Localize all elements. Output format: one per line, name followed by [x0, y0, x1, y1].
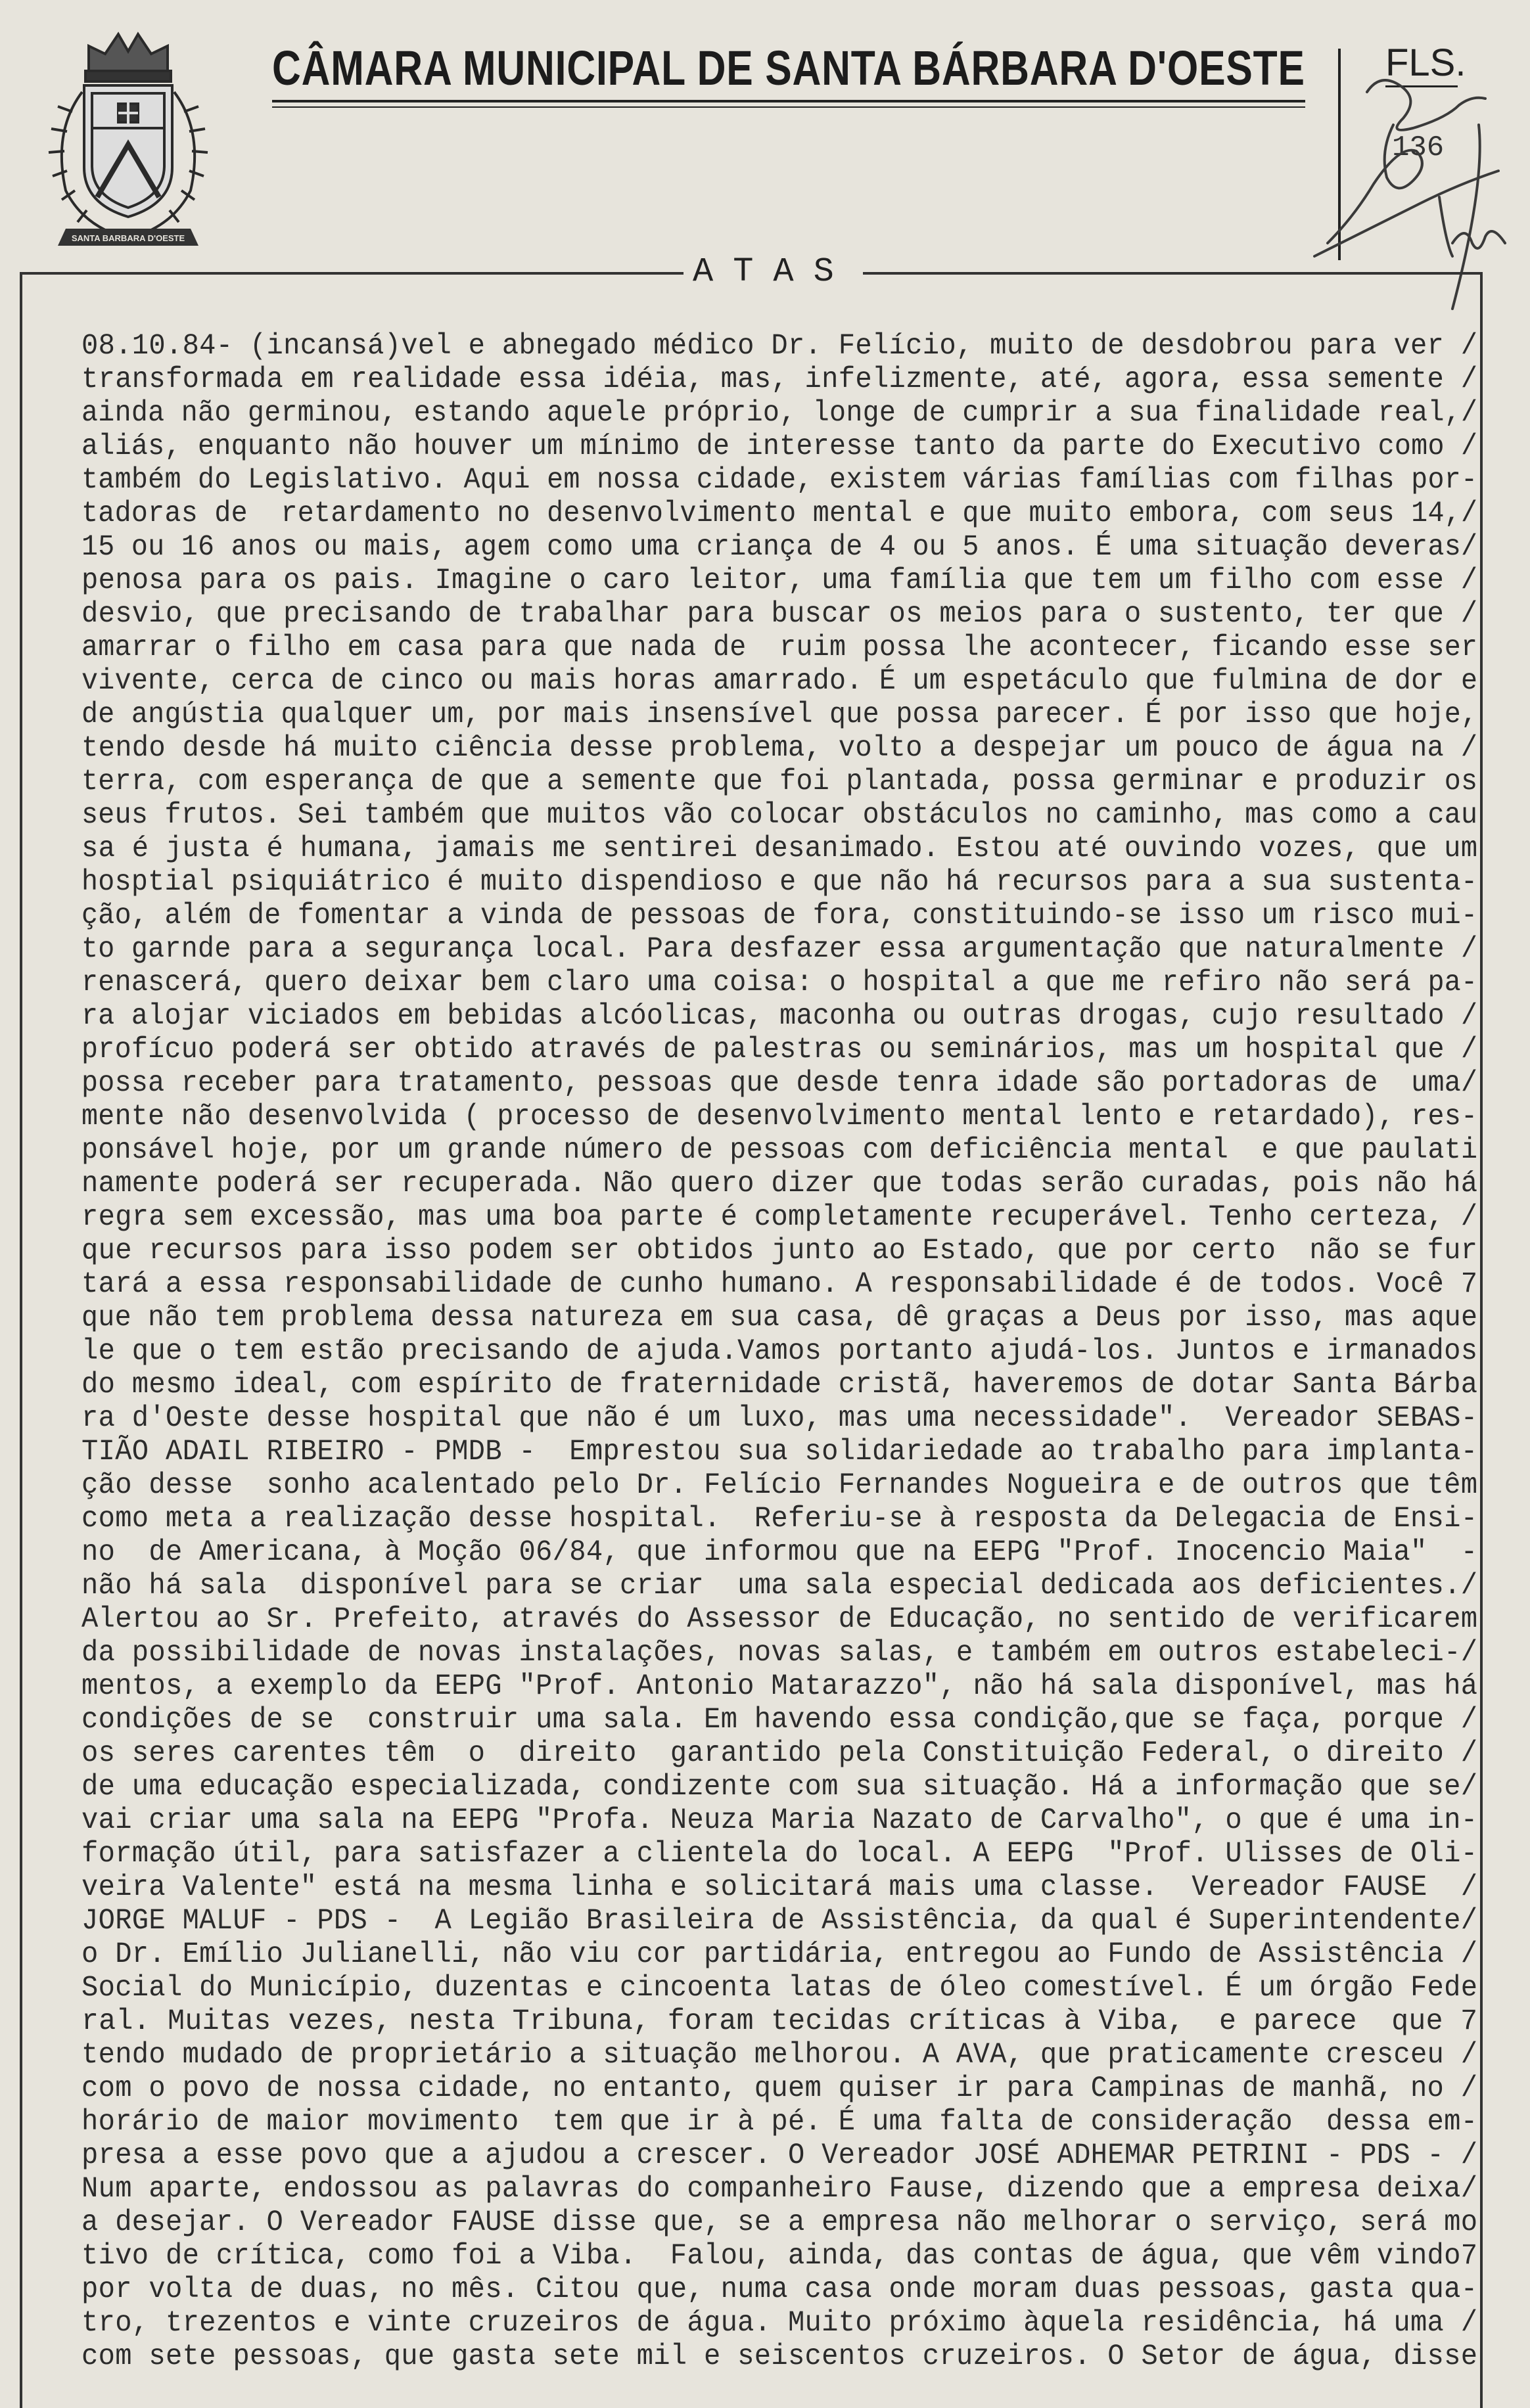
- minutes-line: da possibilidade de novas instalações, novas salas, e também em outros estabeleci-/: [81, 1637, 1478, 1670]
- minutes-line: que recursos para isso podem ser obtidos junto ao Estado, que por certo não se fur: [81, 1235, 1478, 1267]
- minutes-line: ra alojar viciados em bebidas alcóolicas, maconha ou outras drogas, cujo resultado /: [81, 1000, 1478, 1033]
- minutes-line: os seres carentes têm o direito garantido pela Constituição Federal, o direito /: [81, 1737, 1478, 1770]
- minutes-line: tará a essa responsabilidade de cunho humano. A responsabilidade é de todos. Você 7: [81, 1268, 1478, 1301]
- minutes-line: ra d'Oeste desse hospital que não é um luxo, mas uma necessidade". Vereador SEBAS-: [81, 1402, 1478, 1435]
- minutes-body: [81, 330, 1478, 2374]
- minutes-line: desvio, que precisando de trabalhar para buscar os meios para o sustento, ter que /: [81, 598, 1478, 631]
- minutes-line: veira Valente" está na mesma linha e solicitará mais uma classe. Vereador FAUSE /: [81, 1871, 1478, 1904]
- minutes-line: de angústia qualquer um, por mais insensível que possa parecer. É por isso que hoje,: [81, 698, 1478, 731]
- minutes-line: regra sem excessão, mas uma boa parte é completamente recuperável. Tenho certeza, /: [81, 1201, 1478, 1234]
- minutes-line: também do Legislativo. Aqui em nossa cidade, existem várias famílias com filhas por-: [81, 464, 1478, 497]
- minutes-line: que não tem problema dessa natureza em sua casa, dê graças a Deus por isso, mas aque: [81, 1302, 1478, 1334]
- minutes-line: horário de maior movimento tem que ir à pé. É uma falta de consideração dessa em-: [81, 2106, 1478, 2139]
- minutes-line: formação útil, para satisfazer a clientela do local. A EEPG "Prof. Ulisses de Oli-: [81, 1838, 1478, 1871]
- minutes-line: Num aparte, endossou as palavras do companheiro Fause, dizendo que a empresa deixa/: [81, 2173, 1478, 2206]
- minutes-line: aliás, enquanto não houver um mínimo de interesse tanto da parte do Executivo como /: [81, 430, 1478, 463]
- minutes-line: vivente, cerca de cinco ou mais horas amarrado. É um espetáculo que fulmina de dor e: [81, 665, 1478, 698]
- minutes-line: TIÃO ADAIL RIBEIRO - PMDB - Emprestou sua solidariedade ao trabalho para implanta-: [81, 1436, 1478, 1468]
- minutes-line: tivo de crítica, como foi a Viba. Falou, ainda, das contas de água, que vêm vindo7: [81, 2240, 1478, 2273]
- minutes-line: JORGE MALUF - PDS - A Legião Brasileira de Assistência, da qual é Superintendente/: [81, 1905, 1478, 1938]
- minutes-line: vai criar uma sala na EEPG "Profa. Neuza Maria Nazato de Carvalho", o que é uma in-: [81, 1804, 1478, 1837]
- minutes-line: renascerá, quero deixar bem claro uma coisa: o hospital a que me refiro não será pa-: [81, 966, 1478, 999]
- minutes-line: 08.10.84- (incansá)vel e abnegado médico Dr. Felício, muito de desdobrou para ver /: [81, 330, 1478, 363]
- minutes-line: mentos, a exemplo da EEPG "Prof. Antonio Matarazzo", não há sala disponível, mas há: [81, 1670, 1478, 1703]
- minutes-line: por volta de duas, no mês. Citou que, numa casa onde moram duas pessoas, gasta qua-: [81, 2273, 1478, 2306]
- header-rule-bottom: [272, 106, 1305, 108]
- header-rule-top: [272, 100, 1305, 102]
- minutes-line: presa a esse povo que a ajudou a crescer. O Vereador JOSÉ ADHEMAR PETRINI - PDS - /: [81, 2139, 1478, 2172]
- crest-motto: SANTA BARBARA D'OESTE: [71, 233, 185, 243]
- minutes-line: ção, além de fomentar a vinda de pessoas de fora, constituindo-se isso um risco mui-: [81, 899, 1478, 932]
- council-name-heading: CÂMARA MUNICIPAL DE SANTA BÁRBARA D'OESTE: [272, 41, 1305, 95]
- minutes-line: ção desse sonho acalentado pelo Dr. Felício Fernandes Nogueira e de outros que têm: [81, 1469, 1478, 1502]
- minutes-line: 15 ou 16 anos ou mais, agem como uma criança de 4 ou 5 anos. É uma situação deveras/: [81, 531, 1478, 564]
- minutes-line: seus frutos. Sei também que muitos vão colocar obstáculos no caminho, mas como a cau: [81, 799, 1478, 832]
- minutes-line: amarrar o filho em casa para que nada de ruim possa lhe acontecer, ficando esse ser: [81, 631, 1478, 664]
- minutes-line: com sete pessoas, que gasta sete mil e seiscentos cruzeiros. O Setor de água, disse: [81, 2340, 1478, 2373]
- municipal-crest-logo: [26, 20, 230, 263]
- minutes-line: tendo desde há muito ciência desse problema, volto a despejar um pouco de água na /: [81, 732, 1478, 765]
- minutes-line: como meta a realização desse hospital. Referiu-se à resposta da Delegacia de Ensi-: [81, 1503, 1478, 1535]
- folio-number: 136: [1392, 131, 1445, 164]
- minutes-line: Alertou ao Sr. Prefeito, através do Assessor de Educação, no sentido de verificarem: [81, 1603, 1478, 1636]
- minutes-line: sa é justa é humana, jamais me sentirei desanimado. Estou até ouvindo vozes, que um: [81, 832, 1478, 865]
- minutes-line: tendo mudado de proprietário a situação melhorou. A AVA, que praticamente cresceu /: [81, 2039, 1478, 2072]
- minutes-line: ainda não germinou, estando aquele próprio, longe de cumprir a sua finalidade real,/: [81, 397, 1478, 430]
- minutes-line: do mesmo ideal, com espírito de fraternidade cristã, haveremos de dotar Santa Bárba: [81, 1369, 1478, 1401]
- minutes-line: condições de se construir uma sala. Em havendo essa condição,que se faça, porque /: [81, 1704, 1478, 1737]
- minutes-line: ral. Muitas vezes, nesta Tribuna, foram tecidas críticas à Viba, e parece que 7: [81, 2005, 1478, 2038]
- minutes-line: terra, com esperança de que a semente que foi plantada, possa germinar e produzir os: [81, 765, 1478, 798]
- minutes-line: a desejar. O Vereador FAUSE disse que, se a empresa não melhorar o serviço, será mo: [81, 2206, 1478, 2239]
- minutes-line: de uma educação especializada, condizente com sua situação. Há a informação que se/: [81, 1771, 1478, 1804]
- folio-label: FLS.: [1385, 41, 1466, 84]
- minutes-line: hosptial psiquiátrico é muito dispendioso e que não há recursos para a sua sustenta-: [81, 866, 1478, 899]
- minutes-line: possa receber para tratamento, pessoas que desde tenra idade são portadoras de uma/: [81, 1067, 1478, 1100]
- minutes-line: tadoras de retardamento no desenvolvimento mental e que muito embora, com seus 14,/: [81, 497, 1478, 530]
- minutes-line: profícuo poderá ser obtido através de palestras ou seminários, mas um hospital que /: [81, 1034, 1478, 1066]
- minutes-line: tro, trezentos e vinte cruzeiros de água. Muito próximo àquela residência, há uma /: [81, 2307, 1478, 2340]
- minutes-line: mente não desenvolvida ( processo de desenvolvimento mental lento e retardado), res-: [81, 1101, 1478, 1133]
- minutes-line: não há sala disponível para se criar uma sala especial dedicada aos deficientes./: [81, 1570, 1478, 1602]
- minutes-line: ponsável hoje, por um grande número de pessoas com deficiência mental e que paulati: [81, 1134, 1478, 1167]
- minutes-line: no de Americana, à Moção 06/84, que informou que na EEPG "Prof. Inocencio Maia" -: [81, 1536, 1478, 1569]
- minutes-line: namente poderá ser recuperada. Não quero dizer que todas serão curadas, pois não há: [81, 1168, 1478, 1200]
- minutes-line: Social do Município, duzentas e cincoenta latas de óleo comestível. É um órgão Fede: [81, 1972, 1478, 2005]
- section-title-atas: ATAS: [684, 252, 863, 291]
- minutes-line: transformada em realidade essa idéia, mas, infelizmente, até, agora, essa semente /: [81, 363, 1478, 396]
- minutes-line: penosa para os pais. Imagine o caro leitor, uma família que tem um filho com esse /: [81, 564, 1478, 597]
- minutes-line: o Dr. Emílio Julianelli, não viu cor partidária, entregou ao Fundo de Assistência /: [81, 1938, 1478, 1971]
- minutes-line: com o povo de nossa cidade, no entanto, quem quiser ir para Campinas de manhã, no /: [81, 2072, 1478, 2105]
- minutes-line: le que o tem estão precisando de ajuda.Vamos portanto ajudá-los. Juntos e irmanados: [81, 1335, 1478, 1368]
- minutes-line: to garnde para a segurança local. Para desfazer essa argumentação que naturalmente /: [81, 933, 1478, 966]
